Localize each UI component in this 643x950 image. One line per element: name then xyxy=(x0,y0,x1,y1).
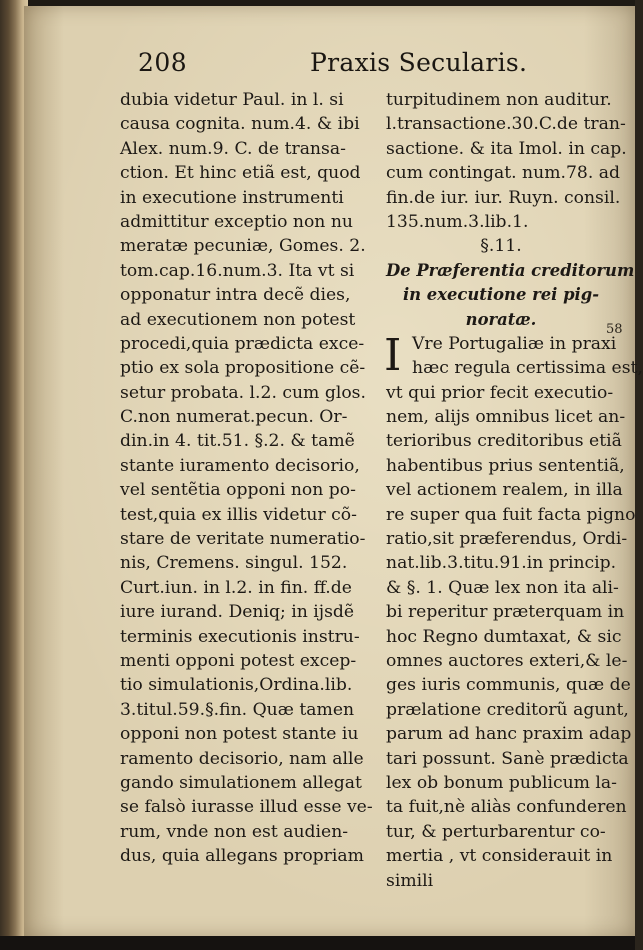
section-title-line-3: noratæ. xyxy=(465,309,537,329)
text-line: vt qui prior fecit executio- xyxy=(386,382,614,403)
text-line: ptio ex sola propositione cẽ- xyxy=(120,358,366,379)
right-text-column xyxy=(384,88,643,893)
text-line: gando simulationem allegat xyxy=(120,772,362,793)
text-line: simili xyxy=(386,870,434,891)
text-line: prælatione creditorũ agunt, xyxy=(386,699,629,720)
text-line: l.transactione.30.C.de tran- xyxy=(386,114,626,135)
text-line: vel sentẽtia opponi non po- xyxy=(120,480,356,501)
page-header xyxy=(138,48,608,82)
paragraph-first-line: Vre Portugaliæ in praxi xyxy=(412,333,617,354)
text-line: admittitur exceptio non nu xyxy=(120,211,353,232)
text-line: bi reperitur præterquam in xyxy=(386,602,625,623)
text-line: fin.de iur. iur. Ruyn. consil. xyxy=(386,187,621,208)
text-line: mertia , vt considerauit in xyxy=(386,846,613,867)
text-line: ction. Et hinc etiã est, quod xyxy=(120,163,361,184)
text-line: menti opponi potest excep- xyxy=(120,650,357,671)
text-line: tom.cap.16.num.3. Ita vt si xyxy=(120,260,355,281)
scan-bottom-edge xyxy=(0,936,635,950)
text-line: ges iuris communis, quæ de xyxy=(386,675,631,696)
text-line: terioribus creditoribus etiã xyxy=(386,431,622,452)
text-line: tari possunt. Sanè prædicta xyxy=(386,748,629,769)
text-line: ta fuit,nè aliàs confunderen xyxy=(386,797,627,818)
text-line: setur probata. l.2. cum glos. xyxy=(120,382,366,403)
text-line: vel actionem realem, in illa xyxy=(386,480,623,501)
text-line: nem, alijs omnibus licet an- xyxy=(386,407,626,428)
paragraph-body xyxy=(386,381,636,893)
text-line: opponatur intra decẽ dies, xyxy=(120,285,351,306)
text-line: din.in 4. tit.51. §.2. & tamẽ xyxy=(120,431,355,452)
margin-note: 58 xyxy=(606,322,623,337)
text-line: dus, quia allegans propriam xyxy=(120,846,364,867)
section-title-line-1: De Præferentia creditorum xyxy=(386,260,635,280)
text-line: nat.lib.3.titu.91.in princip. xyxy=(386,553,617,574)
running-title: Praxis Secularis. xyxy=(310,48,528,77)
text-line: omnes auctores exteri,& le- xyxy=(386,650,628,671)
text-line: habentibus prius sententiã, xyxy=(386,455,625,476)
text-line: tur, & perturbarentur co- xyxy=(386,821,606,842)
text-line: C.non numerat.pecun. Or- xyxy=(120,407,348,428)
text-line: in executione instrumenti xyxy=(120,187,344,208)
text-line: turpitudinem non auditur. xyxy=(386,90,612,110)
text-line: 3.titul.59.§.fin. Quæ tamen xyxy=(120,699,355,720)
text-line: 135.num.3.lib.1. xyxy=(386,211,529,232)
text-line: terminis executionis instru- xyxy=(120,626,360,647)
text-line: rum, vnde non est audien- xyxy=(120,821,349,842)
drop-cap-letter: I xyxy=(384,329,402,381)
paragraph-second-line: hæc regula certissima est, xyxy=(412,358,643,379)
text-line: re super qua fuit facta pigno xyxy=(386,504,636,525)
text-line: opponi non potest stante iu xyxy=(120,724,359,745)
text-line: sactione. & ita Imol. in cap. xyxy=(386,138,627,159)
section-number: §.11. xyxy=(480,236,522,257)
text-line: ad executionem non potest xyxy=(120,309,356,330)
text-line: parum ad hanc praxim adap xyxy=(386,724,632,745)
text-line: lex ob bonum publicum la- xyxy=(386,772,617,793)
text-line: Alex. num.9. C. de transa- xyxy=(120,138,346,159)
text-line: tio simulationis,Ordina.lib. xyxy=(120,675,353,696)
text-line: ratio,sit præferendus, Ordi- xyxy=(386,529,628,550)
section-title-line-2: in executione rei pig- xyxy=(402,285,600,305)
text-line: causa cognita. num.4. & ibi xyxy=(120,114,360,135)
text-line: Curt.iun. in l.2. in fin. ff.de xyxy=(120,577,352,598)
text-line: hoc Regno dumtaxat, & sic xyxy=(386,626,622,647)
text-line: procedi,quia prædicta exce- xyxy=(120,333,365,354)
text-line: ramento decisorio, nam alle xyxy=(120,748,364,769)
text-line: meratæ pecuniæ, Gomes. 2. xyxy=(120,236,366,257)
left-text-column xyxy=(120,88,373,869)
text-line: dubia videtur Paul. in l. si xyxy=(120,90,344,110)
text-line: cum contingat. num.78. ad xyxy=(386,163,621,184)
text-line: se falsò iurasse illud esse ve- xyxy=(120,797,373,818)
text-line: iure iurand. Deniq; in ijsdẽ xyxy=(120,602,355,623)
right-column-continuation xyxy=(386,88,627,234)
page-number: 208 xyxy=(138,48,188,77)
text-line: stare de veritate numeratio- xyxy=(120,529,366,550)
text-line: nis, Cremens. singul. 152. xyxy=(120,553,348,574)
text-line: & §. 1. Quæ lex non ita ali- xyxy=(386,577,619,598)
text-line: test,quia ex illis videtur cõ- xyxy=(120,504,357,525)
text-line: stante iuramento decisorio, xyxy=(120,455,360,476)
